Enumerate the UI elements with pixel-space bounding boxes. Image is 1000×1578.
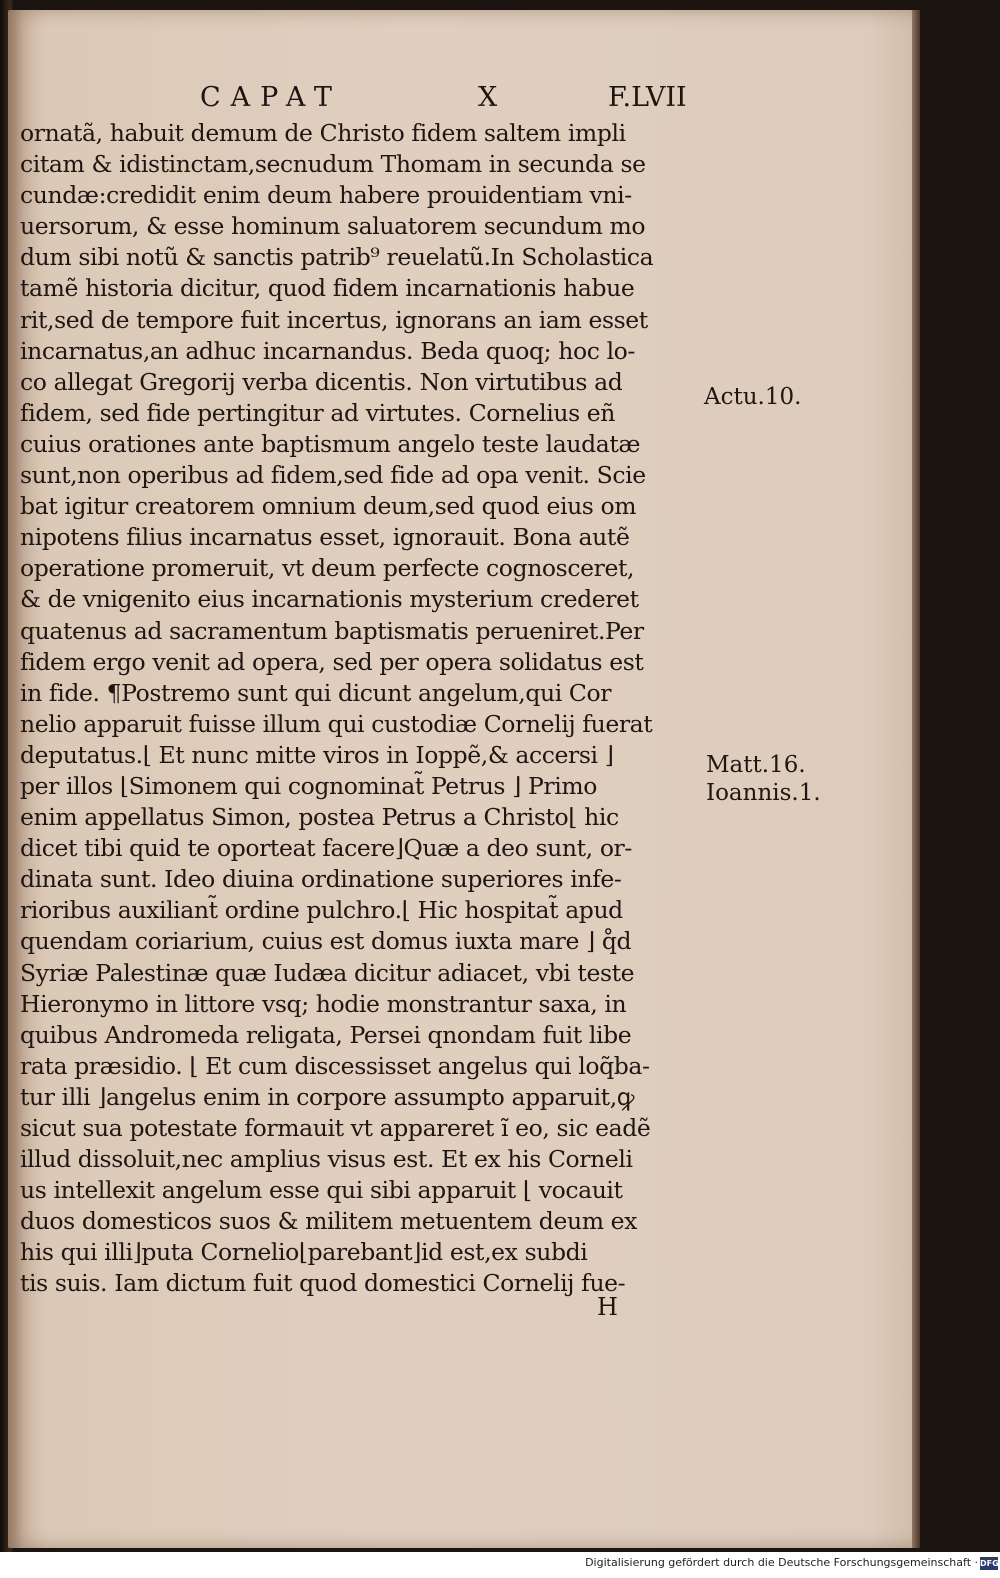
text-line: fidem, sed fide pertingitur ad virtutes. Cornelius eñ: [20, 398, 616, 427]
text-line: Syriæ Palestinæ quæ Iudæa dicitur adiacet, vbi teste: [20, 958, 635, 987]
text-line: sunt,non operibus ad fidem,sed fide ad opa venit. Scie: [20, 461, 646, 490]
text-line: deputatus.⌊ Et nunc mitte viros in Ioppẽ,& accersi ⌋: [20, 740, 614, 769]
text-line: & de vnigenito eius incarnationis mysterium crederet: [20, 585, 639, 614]
text-line: cundæ:credidit enim deum habere prouidentiam vni-: [20, 181, 632, 210]
text-line: rata præsidio. ⌊ Et cum discessisset angelus qui loq̃ba-: [20, 1051, 650, 1080]
text-line: nipotens filius incarnatus esset, ignorauit. Bona autẽ: [20, 523, 630, 552]
text-line: his qui illi⌋puta Cornelio⌊parebant⌋id est,ex subdi: [20, 1238, 588, 1267]
text-line: nelio apparuit fuisse illum qui custodiæ Cornelij fuerat: [20, 709, 653, 738]
text-line: per illos ⌊Simonem qui cognominat̃ Petrus ⌋ Primo: [20, 771, 597, 800]
text-line: tamẽ historia dicitur, quod fidem incarnationis habue: [20, 274, 635, 303]
text-line: tis suis. Iam dictum fuit quod domestici Cornelij fue-: [20, 1269, 626, 1298]
text-line: rit,sed de tempore fuit incertus, ignorans an iam esset: [20, 305, 648, 334]
text-line: fidem ergo venit ad opera, sed per opera solidatus est: [20, 647, 644, 676]
text-line: quibus Andromeda religata, Persei qnondam fuit libe: [20, 1020, 632, 1049]
dfg-logo: DFG: [980, 1559, 999, 1568]
text-line: tur illi ⌋angelus enim in corpore assumpto apparuit,ꝙ: [20, 1082, 635, 1111]
marginal-note-actu: Actu.10.: [704, 384, 802, 410]
text-line: quatenus ad sacramentum baptismatis perueniret.Per: [20, 616, 644, 645]
running-head-chapter: CAPAT: [200, 82, 342, 113]
footer-bar: [0, 1552, 1000, 1578]
text-line: dum sibi notũ & sanctis patrib⁹ reuelatũ.In Scholastica: [20, 243, 654, 272]
running-head-number: X: [478, 82, 498, 113]
text-line: sicut sua potestate formauit vt appareret ĩ eo, sic eadẽ: [20, 1114, 651, 1142]
text-line: citam & idistinctam,secnudum Thomam in secunda se: [20, 150, 646, 179]
text-line: in fide. ¶Postremo sunt qui dicunt angelum,qui Cor: [20, 678, 612, 707]
running-head: [200, 82, 700, 116]
marginal-note-matt: Matt.16.: [706, 752, 806, 778]
text-line: ornatã, habuit demum de Christo fidem saltem impli: [20, 119, 626, 147]
text-line: incarnatus,an adhuc incarnandus. Beda quoq; hoc lo-: [20, 336, 635, 365]
text-line: co allegat Gregorij verba dicentis. Non virtutibus ad: [20, 367, 623, 396]
text-line: rioribus auxiliant̃ ordine pulchro.⌊ Hic hospitat̃ apud: [20, 896, 623, 925]
text-line: operatione promeruit, vt deum perfecte cognosceret,: [20, 554, 635, 583]
signature-mark: H: [597, 1293, 618, 1321]
page-edge: [912, 10, 920, 1548]
text-line: us intellexit angelum esse qui sibi apparuit ⌊ vocauit: [20, 1176, 623, 1205]
text-line: dinata sunt. Ideo diuina ordinatione superiores infe-: [20, 865, 622, 894]
marginal-note-ioannis: Ioannis.1.: [706, 780, 821, 806]
text-line: bat igitur creatorem omnium deum,sed quod eius om: [20, 492, 637, 521]
text-line: enim appellatus Simon, postea Petrus a Christo⌊ hic: [20, 803, 619, 832]
text-line: illud dissoluit,nec amplius visus est. Et ex his Corneli: [20, 1145, 633, 1174]
text-line: Hieronymo in littore vsq; hodie monstrantur saxa, in: [20, 989, 627, 1018]
text-line: duos domesticos suos & militem metuentem deum ex: [20, 1207, 638, 1236]
footer-credit: Digitalisierung gefördert durch die Deutsche Forschungsgemeinschaft ·: [585, 1556, 978, 1569]
folio-number: F.LVII: [608, 82, 687, 113]
text-line: quendam coriarium, cuius est domus iuxta mare ⌋ q̊d: [20, 927, 632, 956]
text-line: uersorum, & esse hominum saluatorem secundum mo: [20, 212, 646, 241]
text-line: cuius orationes ante baptismum angelo teste laudatæ: [20, 429, 641, 458]
body-text: [20, 118, 700, 1300]
text-line: dicet tibi quid te oporteat facere⌋Quæ a deo sunt, or-: [20, 834, 632, 863]
